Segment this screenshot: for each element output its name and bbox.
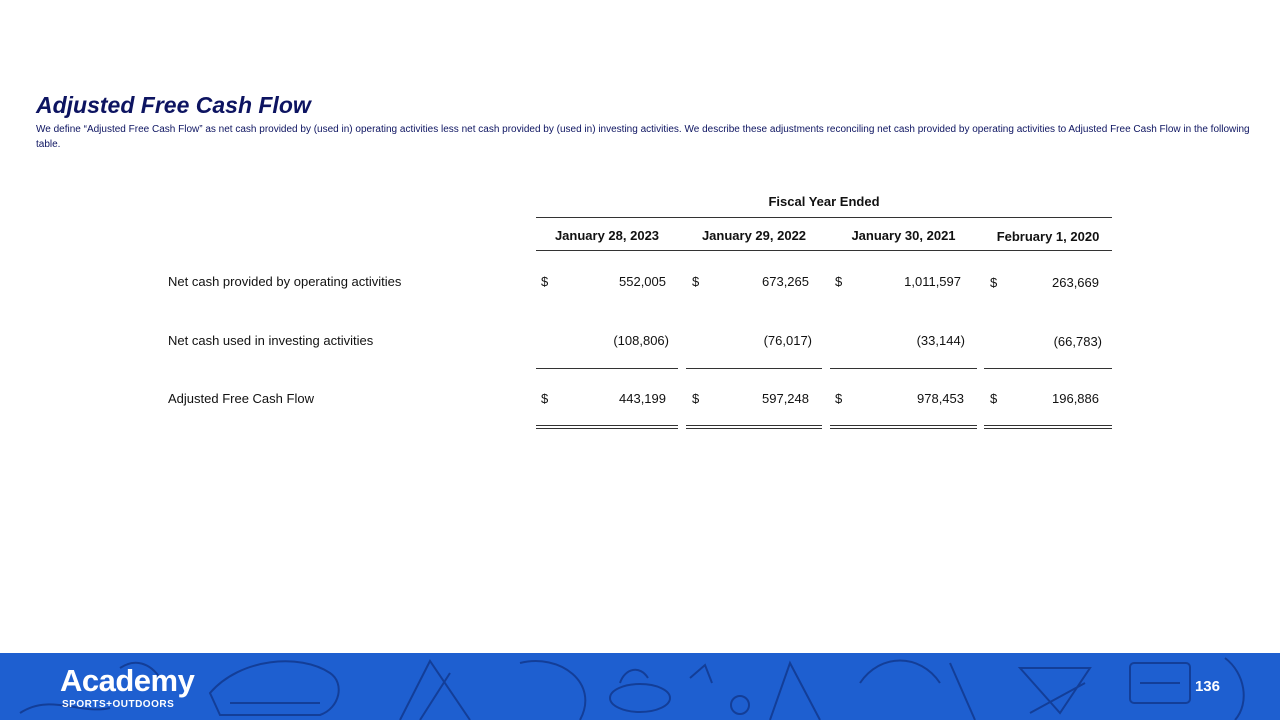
cell-value: 673,265 (762, 274, 809, 289)
row-label: Net cash provided by operating activities (168, 274, 402, 289)
cell-value: 978,453 (917, 391, 964, 406)
total-double-rule (984, 425, 1112, 429)
subtotal-rule (830, 368, 977, 369)
total-double-rule (830, 425, 977, 429)
row-label: Net cash used in investing activities (168, 333, 374, 348)
intro-paragraph: We define “Adjusted Free Cash Flow” as net cash provided by (used in) operating activities less net cash provided by (used in) investing activities. We describe these adjustments reconciling net cash provided by operating activities to Adjusted Free Cash Flow in the following table. (36, 124, 1250, 150)
footer-banner (0, 653, 1280, 720)
cell-value: (66,783) (1053, 334, 1102, 349)
currency-symbol: $ (835, 274, 843, 289)
cell-value: 443,199 (619, 391, 666, 406)
cell-value: (33,144) (916, 333, 965, 348)
currency-symbol: $ (692, 391, 700, 406)
group-header: Fiscal Year Ended (768, 194, 880, 209)
column-header-rule (536, 250, 1112, 251)
group-header-rule (536, 217, 1112, 218)
cell-value: 196,886 (1052, 391, 1099, 406)
subtotal-rule (686, 368, 822, 369)
subtotal-rule (536, 368, 678, 369)
cell-value: 552,005 (619, 274, 666, 289)
cell-value: (108,806) (613, 333, 669, 348)
page-number: 136 (1194, 678, 1220, 695)
column-header: January 30, 2021 (851, 228, 956, 243)
column-header: January 28, 2023 (554, 228, 660, 243)
currency-symbol: $ (692, 274, 700, 289)
cell-value: (76,017) (763, 333, 812, 348)
row-label: Adjusted Free Cash Flow (168, 391, 314, 406)
column-header: January 29, 2022 (701, 228, 807, 243)
currency-symbol: $ (990, 275, 998, 290)
cell-value: 1,011,597 (904, 274, 961, 289)
page-title: Adjusted Free Cash Flow (36, 92, 311, 118)
currency-symbol: $ (990, 391, 998, 406)
subtotal-rule (984, 368, 1112, 369)
total-double-rule (536, 425, 678, 429)
currency-symbol: $ (835, 391, 843, 406)
total-double-rule (686, 425, 822, 429)
cell-value: 597,248 (762, 391, 809, 406)
currency-symbol: $ (541, 274, 549, 289)
currency-symbol: $ (541, 391, 549, 406)
column-header: February 1, 2020 (996, 229, 1100, 244)
academy-logo-wordmark: Academy (60, 663, 195, 698)
academy-logo-tagline: SPORTS+OUTDOORS (62, 699, 175, 710)
cell-value: 263,669 (1052, 275, 1099, 290)
